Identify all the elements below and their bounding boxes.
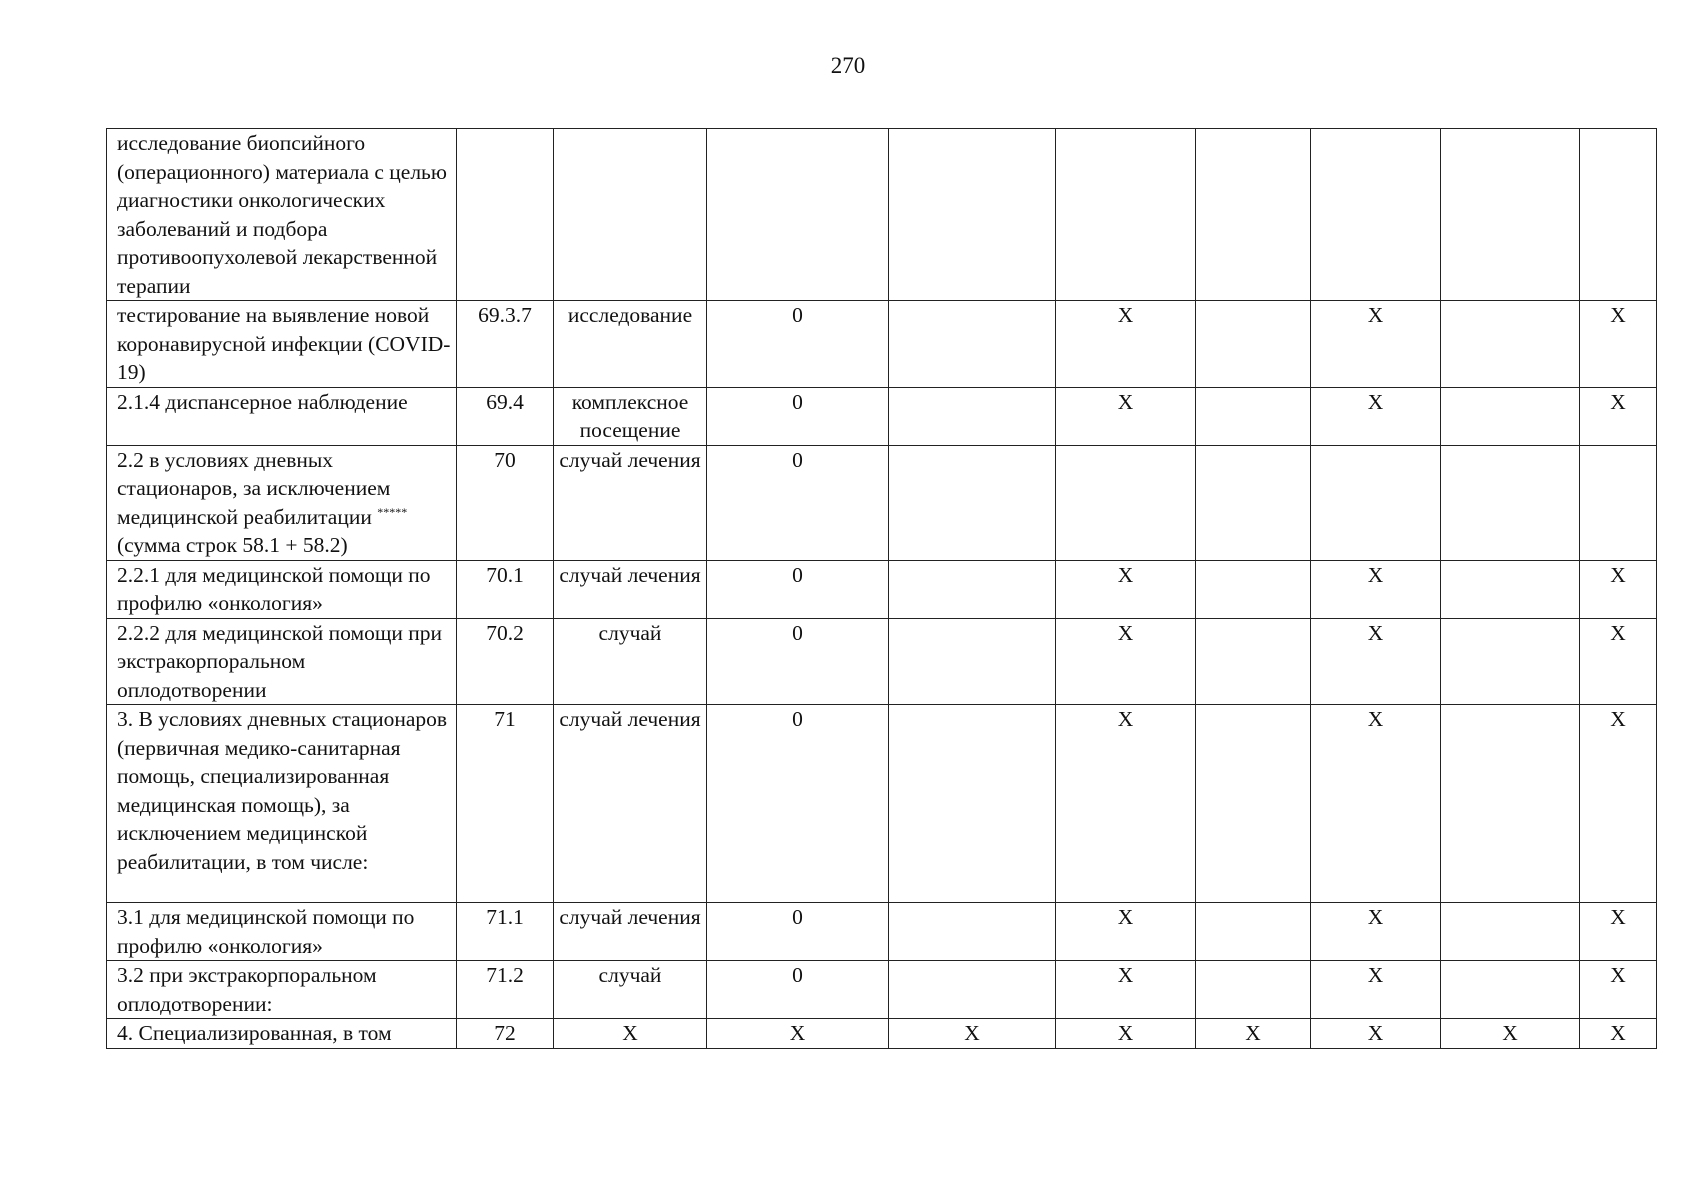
row-unit: случай лечения (554, 445, 707, 560)
row-value: Х (1311, 1019, 1441, 1049)
row-value (1056, 129, 1196, 301)
row-value: Х (1580, 903, 1657, 961)
row-value (707, 129, 889, 301)
row-value (1441, 301, 1580, 388)
row-unit: исследование (554, 301, 707, 388)
row-name: исследование биопсийного (операционного) материала с целью диагностики онкологических заболеваний и подбора противоопухолевой лекарственной терапии (107, 129, 457, 301)
row-value: Х (1311, 560, 1441, 618)
table-row (107, 705, 1657, 903)
row-value (889, 618, 1056, 705)
row-value (1441, 903, 1580, 961)
row-value (1196, 301, 1311, 388)
row-name-text-after: (сумма строк 58.1 + 58.2) (117, 533, 348, 557)
row-value (889, 129, 1056, 301)
row-value: 0 (707, 961, 889, 1019)
row-value (889, 961, 1056, 1019)
row-value: Х (1056, 560, 1196, 618)
row-code: 70 (457, 445, 554, 560)
row-code: 69.3.7 (457, 301, 554, 388)
table-row (107, 387, 1657, 445)
row-value: Х (1580, 301, 1657, 388)
table-row (107, 1019, 1657, 1049)
row-value (1441, 560, 1580, 618)
row-value: 0 (707, 301, 889, 388)
row-value (889, 387, 1056, 445)
row-name: 2.2.2 для медицинской помощи при экстракорпоральном оплодотворении (107, 618, 457, 705)
row-value: 0 (707, 387, 889, 445)
row-value (1311, 129, 1441, 301)
table-row (107, 961, 1657, 1019)
row-name: 3.2 при экстракорпоральном оплодотворении: (107, 961, 457, 1019)
row-value (1196, 445, 1311, 560)
row-value (1196, 618, 1311, 705)
table-row (107, 301, 1657, 388)
table-row (107, 618, 1657, 705)
row-value (1441, 705, 1580, 903)
row-value: Х (889, 1019, 1056, 1049)
row-name: 3.1 для медицинской помощи по профилю «онкология» (107, 903, 457, 961)
row-value: Х (1580, 618, 1657, 705)
row-value: 0 (707, 705, 889, 903)
row-value: Х (1580, 705, 1657, 903)
row-value (1441, 961, 1580, 1019)
row-value (1196, 129, 1311, 301)
row-value (889, 705, 1056, 903)
table-row (107, 129, 1657, 301)
row-value (1056, 445, 1196, 560)
row-value: Х (1580, 387, 1657, 445)
row-value: Х (1056, 903, 1196, 961)
row-unit: комплексное посещение (554, 387, 707, 445)
row-value (1441, 445, 1580, 560)
row-value: 0 (707, 618, 889, 705)
row-unit: случай (554, 961, 707, 1019)
row-code: 70.1 (457, 560, 554, 618)
row-value (889, 301, 1056, 388)
row-value: Х (1441, 1019, 1580, 1049)
page-number: 270 (830, 53, 866, 78)
row-code: 71 (457, 705, 554, 903)
row-code: 71.1 (457, 903, 554, 961)
row-value (1441, 618, 1580, 705)
row-value (1311, 445, 1441, 560)
table-row (107, 560, 1657, 618)
row-value: Х (1056, 387, 1196, 445)
row-unit: случай (554, 618, 707, 705)
table-row (107, 903, 1657, 961)
row-value: 0 (707, 903, 889, 961)
row-value: Х (1311, 387, 1441, 445)
row-value: Х (1056, 1019, 1196, 1049)
row-name: 3. В условиях дневных стационаров (первичная медико-санитарная помощь, специализированная медицинская помощь), за исключением медицинской реабилитации, в том числе: (107, 705, 457, 903)
row-value (889, 903, 1056, 961)
row-value (1441, 387, 1580, 445)
row-value: Х (1056, 301, 1196, 388)
row-value: Х (1311, 705, 1441, 903)
row-value (1196, 387, 1311, 445)
row-value (1580, 129, 1657, 301)
row-value: Х (707, 1019, 889, 1049)
row-value (1580, 445, 1657, 560)
table-row (107, 445, 1657, 560)
row-value: Х (1311, 903, 1441, 961)
row-value (1196, 961, 1311, 1019)
row-name: 2.1.4 диспансерное наблюдение (107, 387, 457, 445)
row-value: Х (1056, 961, 1196, 1019)
row-code: 72 (457, 1019, 554, 1049)
row-value (1196, 903, 1311, 961)
row-name: 4. Специализированная, в том (107, 1019, 457, 1049)
row-code: 70.2 (457, 618, 554, 705)
row-value: Х (1311, 618, 1441, 705)
row-value: 0 (707, 560, 889, 618)
row-unit: случай лечения (554, 705, 707, 903)
row-unit: случай лечения (554, 560, 707, 618)
row-name: тестирование на выявление новой коронавирусной инфекции (COVID-19) (107, 301, 457, 388)
row-value (1441, 129, 1580, 301)
row-value: Х (1311, 961, 1441, 1019)
row-value: Х (1056, 618, 1196, 705)
row-value: Х (1580, 1019, 1657, 1049)
data-table (106, 128, 1657, 1049)
row-value: Х (1580, 560, 1657, 618)
row-value: 0 (707, 445, 889, 560)
row-value (889, 445, 1056, 560)
row-value (1196, 705, 1311, 903)
row-unit: Х (554, 1019, 707, 1049)
row-code (457, 129, 554, 301)
row-name (107, 445, 457, 560)
row-value: Х (1196, 1019, 1311, 1049)
row-value: Х (1056, 705, 1196, 903)
row-code: 71.2 (457, 961, 554, 1019)
footnote-mark: ***** (377, 504, 408, 519)
row-unit: случай лечения (554, 903, 707, 961)
row-name-text: 2.2 в условиях дневных стационаров, за исключением медицинской реабилитации (117, 447, 391, 529)
row-unit (554, 129, 707, 301)
row-value: Х (1311, 301, 1441, 388)
row-value: Х (1580, 961, 1657, 1019)
row-value (1196, 560, 1311, 618)
row-value (889, 560, 1056, 618)
row-code: 69.4 (457, 387, 554, 445)
row-name: 2.2.1 для медицинской помощи по профилю «онкология» (107, 560, 457, 618)
